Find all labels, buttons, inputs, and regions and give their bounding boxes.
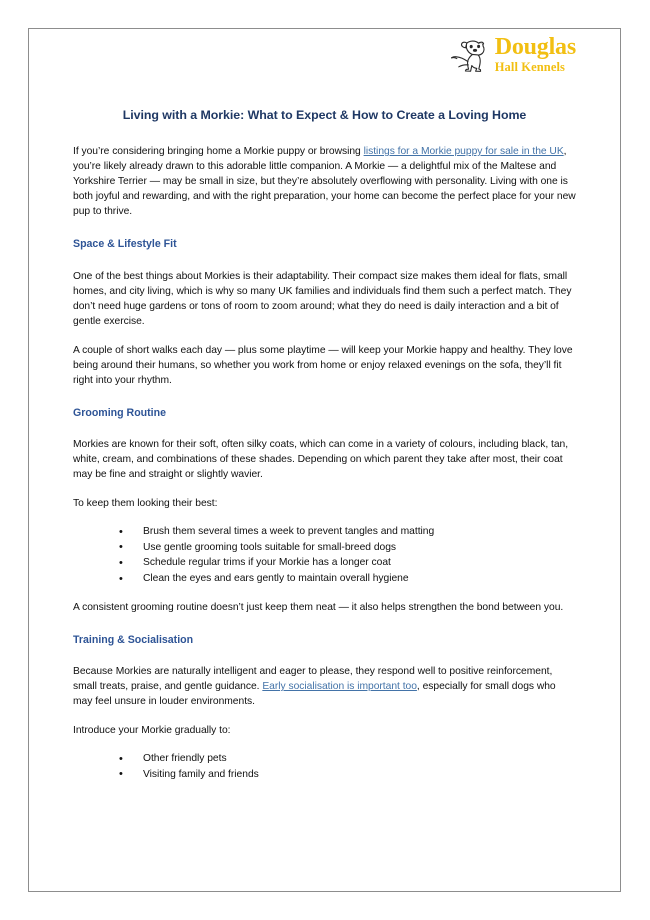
training-bullet-list: [73, 751, 576, 782]
training-text-part2: , especially for small dogs who may feel unsure in louder environments.: [73, 681, 556, 708]
page-title: Living with a Morkie: What to Expect & How to Create a Loving Home: [122, 108, 527, 122]
training-paragraph-1: [73, 665, 576, 710]
section-heading-training-socialisation: Training & Socialisation: [73, 633, 194, 646]
intro-paragraph: [73, 145, 576, 220]
grooming-bullet-list: [73, 524, 576, 587]
section-heading-grooming-routine: Grooming Routine: [73, 406, 166, 419]
brand-name-primary: Douglas: [494, 34, 576, 60]
early-socialisation-link[interactable]: Early socialisation is important too: [262, 681, 417, 693]
document-page: [29, 29, 620, 891]
space-lifestyle-paragraph-1: One of the best things about Morkies is their adaptability. Their compact size makes them ideal for flats, small homes, and city living, which is why so many UK families and individuals find them such a perfect match. They don’t need huge gardens or tons of room to zoom around; what they do need is daily interaction and a bit of gentle exercise.: [73, 270, 572, 327]
grooming-paragraph-1: Morkies are known for their soft, often silky coats, which can come in a variety of colours, including black, tan, white, cream, and combinations of these shades. Depending on which parent they take after most, their coat may be fine and straight or slightly wavier.: [73, 439, 569, 481]
training-list-lead: Introduce your Morkie gradually to:: [73, 725, 231, 737]
list-item: • Brush them several times a week to prevent tangles and matting: [119, 524, 576, 540]
list-item: • Schedule regular trims if your Morkie has a longer coat: [119, 555, 576, 571]
list-item: • Use gentle grooming tools suitable for small-breed dogs: [119, 540, 576, 556]
section-heading-space-lifestyle-fit: Space & Lifestyle Fit: [73, 237, 177, 250]
grooming-list-lead: To keep them looking their best:: [73, 498, 218, 510]
list-item: • Visiting family and friends: [119, 767, 576, 783]
document-header: [73, 33, 576, 89]
morkie-puppy-listings-link[interactable]: listings for a Morkie puppy for sale in the UK: [363, 146, 564, 158]
brand-name-secondary: Hall Kennels: [494, 60, 566, 74]
list-item: • Clean the eyes and ears gently to maintain overall hygiene: [119, 571, 576, 587]
grooming-closing-paragraph: A consistent grooming routine doesn’t just keep them neat — it also helps strengthen the bond between you.: [73, 601, 564, 613]
space-lifestyle-paragraph-2: A couple of short walks each day — plus some playtime — will keep your Morkie happy and healthy. They love being around their humans, so whether you work from home or enjoy relaxed evenings on the sofa, they’ll fit right into your rhythm.: [73, 344, 573, 386]
brand-logo[interactable]: [448, 35, 576, 76]
intro-text-part1: If you’re considering bringing home a Morkie puppy or browsing: [73, 146, 364, 158]
list-item: • Other friendly pets: [119, 751, 576, 767]
pug-dog-icon: [448, 35, 492, 75]
training-text-part1: Because Morkies are naturally intelligent and eager to please, they respond well to positive reinforcement, small treats, praise, and gentle guidance.: [73, 666, 553, 693]
intro-text-part2: , you’re likely already drawn to this adorable little companion. A Morkie — a delightful mix of the Maltese and Yorkshire Terrier — may be small in size, but they’re absolutely overflowing with personality. Living with one is both joyful and rewarding, and with the right preparation, your home can become the perfect place for your new pup to thrive.: [73, 146, 576, 217]
brand-logo-wordmark: [495, 35, 576, 76]
